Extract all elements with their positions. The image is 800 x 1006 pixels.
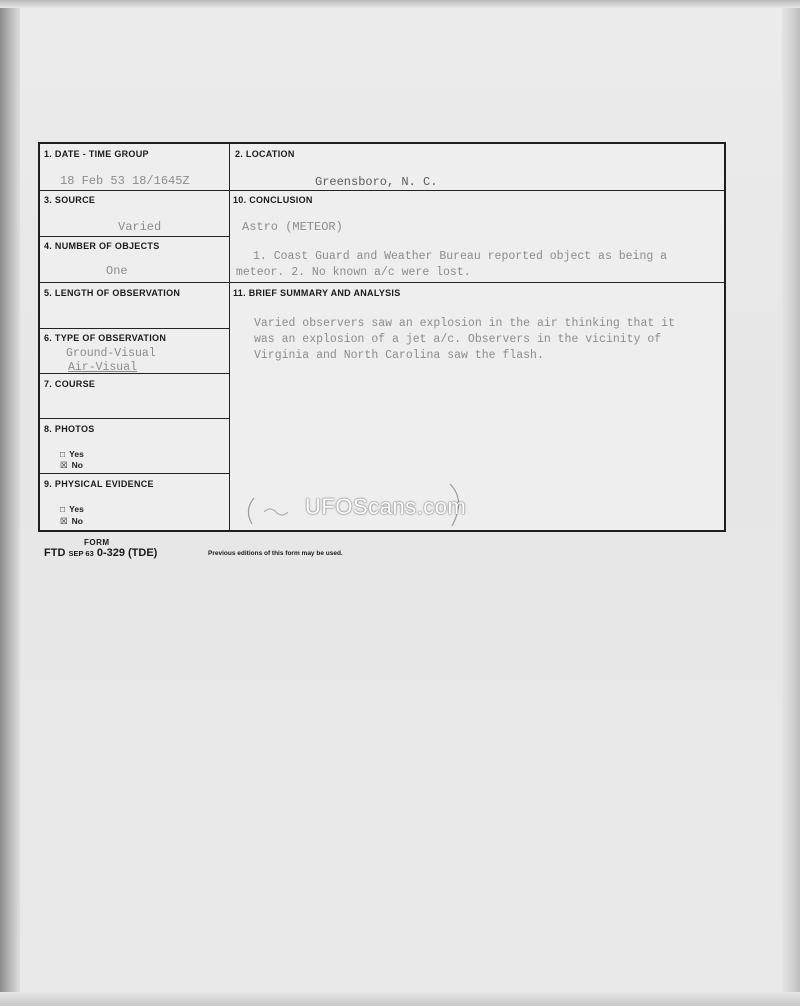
length-of-observation-label: 5. LENGTH OF OBSERVATION bbox=[44, 288, 181, 298]
conclusion-note-line-1: 1. Coast Guard and Weather Bureau reported object as being a bbox=[253, 250, 668, 263]
physical-evidence-label: 9. PHYSICAL EVIDENCE bbox=[44, 479, 154, 489]
row-divider bbox=[40, 418, 229, 419]
physical-no-option bbox=[60, 516, 83, 527]
page-left-shadow bbox=[0, 0, 20, 1006]
photos-no-label: No bbox=[71, 460, 83, 470]
type-of-observation-label: 6. TYPE OF OBSERVATION bbox=[44, 333, 167, 343]
row-divider bbox=[40, 190, 229, 191]
physical-yes-label: Yes bbox=[69, 504, 84, 514]
checkbox-empty-icon: □ bbox=[60, 449, 66, 459]
summary-line-3: Virginia and North Carolina saw the flash. bbox=[254, 349, 544, 362]
date-time-value: 18 Feb 53 18/1645Z bbox=[60, 174, 190, 188]
number-of-objects-label: 4. NUMBER OF OBJECTS bbox=[44, 241, 160, 251]
type-value-air-visual: Air-Visual bbox=[68, 361, 138, 374]
project-record-form bbox=[38, 142, 726, 532]
conclusion-note-line-2: meteor. 2. No known a/c were lost. bbox=[236, 266, 471, 279]
conclusion-value: Astro (METEOR) bbox=[242, 220, 343, 234]
row-divider bbox=[40, 473, 229, 474]
row-divider bbox=[40, 282, 229, 283]
physical-yes-option bbox=[60, 504, 84, 514]
source-label: 3. SOURCE bbox=[44, 195, 96, 205]
form-date: SEP 63 bbox=[68, 549, 94, 558]
form-id-prefix: FTD bbox=[44, 547, 66, 559]
number-of-objects-value: One bbox=[106, 264, 128, 278]
row-divider bbox=[40, 236, 229, 237]
location-value: Greensboro, N. C. bbox=[315, 175, 438, 189]
source-value: Varied bbox=[118, 220, 162, 234]
page-bottom-shadow bbox=[0, 992, 800, 1006]
date-time-label: 1. DATE - TIME GROUP bbox=[44, 149, 149, 159]
checkbox-checked-icon: ☒ bbox=[60, 516, 68, 526]
conclusion-label: 10. CONCLUSION bbox=[233, 195, 313, 205]
row-divider bbox=[229, 282, 726, 283]
brief-summary-label: 11. BRIEF SUMMARY AND ANALYSIS bbox=[233, 288, 401, 298]
summary-line-2: was an explosion of a jet a/c. Observers in the vicinity of bbox=[254, 333, 662, 346]
form-id: 0-329 (TDE) bbox=[96, 547, 158, 559]
previous-editions-note: Previous editions of this form may be used. bbox=[208, 550, 343, 557]
photos-label: 8. PHOTOS bbox=[44, 424, 95, 434]
form-word: FORM bbox=[84, 538, 110, 547]
row-divider bbox=[40, 328, 229, 329]
checkbox-empty-icon: □ bbox=[60, 504, 66, 514]
photos-yes-label: Yes bbox=[69, 449, 84, 459]
physical-no-label: No bbox=[71, 516, 83, 526]
location-label: 2. LOCATION bbox=[235, 149, 295, 159]
summary-line-1: Varied observers saw an explosion in the air thinking that it bbox=[254, 317, 675, 330]
photos-no-option bbox=[60, 460, 83, 471]
photos-yes-option bbox=[60, 449, 84, 459]
checkbox-checked-icon: ☒ bbox=[60, 460, 68, 470]
type-value-ground-visual: Ground-Visual bbox=[66, 347, 156, 360]
page-top-shadow bbox=[0, 0, 800, 8]
site-watermark: UFOScans.com bbox=[305, 494, 467, 519]
column-divider bbox=[229, 144, 230, 530]
page-right-shadow bbox=[782, 0, 800, 1006]
form-identifier bbox=[44, 547, 157, 559]
row-divider bbox=[229, 190, 726, 191]
course-label: 7. COURSE bbox=[44, 379, 96, 389]
